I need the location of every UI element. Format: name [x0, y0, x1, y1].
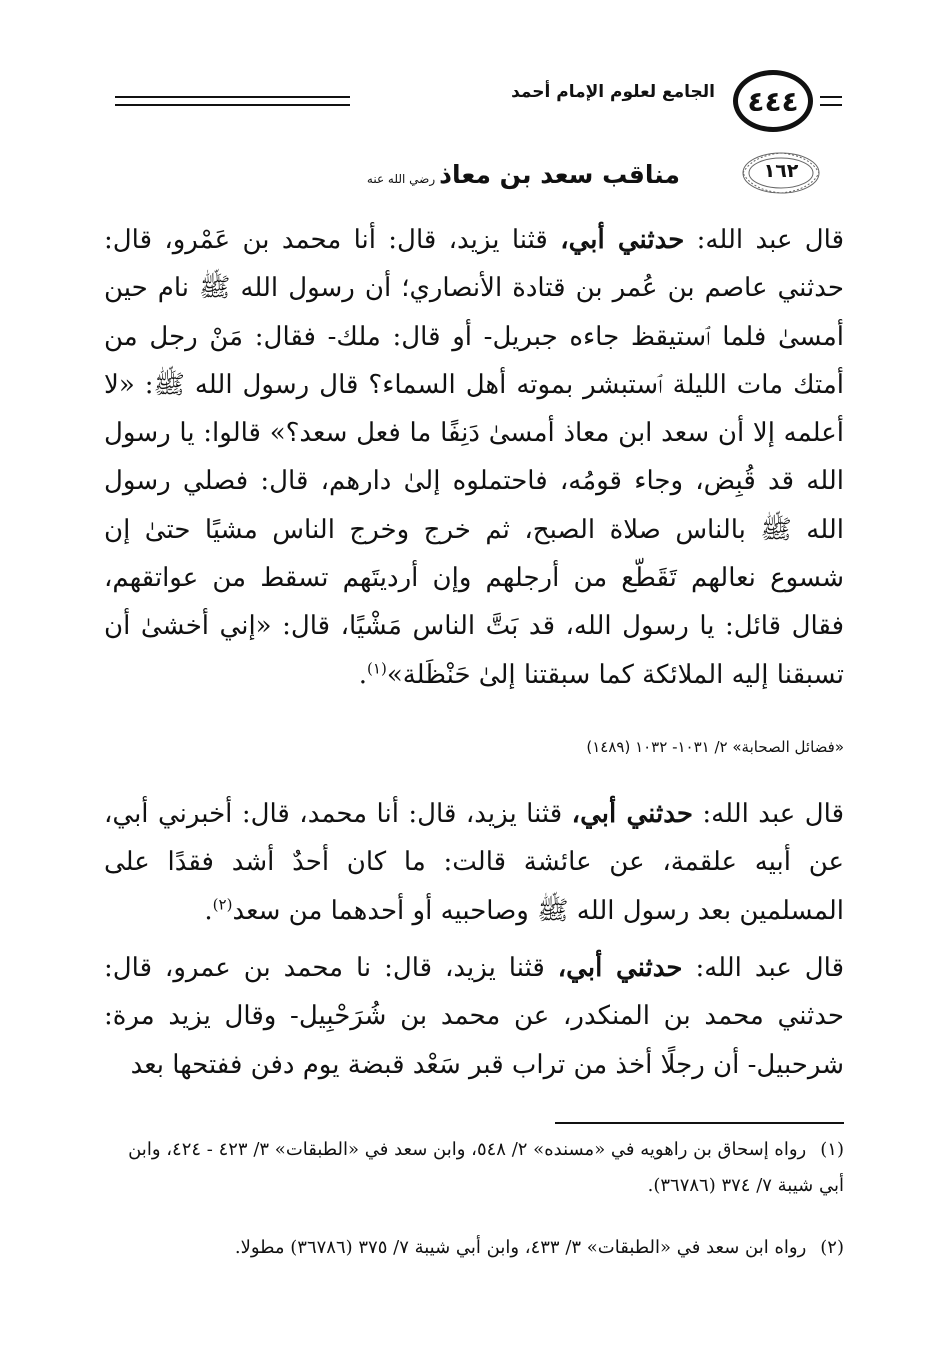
header-rule-right	[820, 96, 842, 106]
section-number-badge	[740, 150, 822, 196]
section-number: ١٦٢	[763, 160, 799, 182]
paragraph-3-text: قثنا يزيد، قال: نا محمد بن عمرو، قال: حدثني محمد بن المنكدر، عن محمد بن شُرَحْبِيل- وقال يزيد مرة: شرحبيل- أن رجلًا أخذ من تراب قبر سَعْد قبضة يوم دفن ففتحها بعد	[104, 953, 844, 1080]
footnote-1-mark: (١)	[820, 1139, 844, 1160]
source-citation: «فضائل الصحابة» ٢/ ١٠٣١- ١٠٣٢ (١٤٨٩)	[586, 738, 844, 756]
footnote-ref-1: (١)	[367, 659, 387, 678]
paragraph-1	[104, 216, 844, 699]
paragraph-2-intro: قال عبد الله:	[702, 799, 845, 829]
running-title: الجامع لعلوم الإمام أحمد	[511, 82, 715, 102]
paragraph-3-bold: حدثني أبي،	[557, 953, 683, 983]
paragraph-2-bold: حدثني أبي،	[571, 799, 693, 829]
paragraph-1-end: .	[358, 659, 368, 690]
header-rule-left	[115, 96, 350, 106]
paragraph-1-text: قثنا يزيد، قال: أنا محمد بن عَمْرو، قال: حدثني عاصم بن عُمر بن قتادة الأنصاري؛ أن رسول الله ﷺ نام حين أمسىٰ فلما ٱستيقظ جاءه جبريل- أو قال: ملك- فقال: مَنْ رجل من أمتك مات الليلة ٱستبشر بموته أهل السماء؟ قال رسول الله ﷺ: «لا أعلمه إلا أن سعد ابن معاذ أمسىٰ دَنِفًا ما فعل سعد؟» قالوا: يا رسول الله قد قُبِض، وجاء قومُه، فاحتملوه إلىٰ دارهم، قال: فصلي رسول الله ﷺ بالناس صلاة الصبح، ثم خرج وخرج الناس مشيًا حتىٰ إن شسوع نعالهم تَقَطّع من أرجلهم وإن أرديتَهم تسقط من عواتقهم، فقال قائل: يا رسول الله، قد بَتَّ الناس مَشْيًا، قال: «إني أخشىٰ أن تسبقنا إليه الملائكة كما سبقتنا إلىٰ حَنْظَلة»	[104, 225, 844, 690]
paragraph-2-end: .	[204, 895, 213, 926]
paragraph-1-bold: حدثني أبي،	[560, 225, 685, 255]
section-title	[280, 160, 680, 189]
footnote-2-text: رواه ابن سعد في «الطبقات» ٣/ ٤٣٣، وابن أبي شيبة ٧/ ٣٧٥ (٣٦٧٨٦) مطولا.	[234, 1237, 807, 1258]
paragraph-1-intro: قال عبد الله:	[696, 225, 845, 255]
footnote-1	[100, 1132, 844, 1204]
paragraph-3-intro: قال عبد الله:	[695, 953, 845, 983]
page-number: ٤٤٤	[733, 70, 813, 132]
paragraph-3	[104, 944, 844, 1089]
footnote-2-mark: (٢)	[820, 1237, 844, 1258]
footnote-ref-2: (٢)	[212, 894, 233, 913]
footnote-separator	[555, 1122, 844, 1124]
honorific-mark: رضي الله عنه	[366, 172, 436, 186]
paragraph-2	[104, 790, 844, 935]
section-title-text: مناقب سعد بن معاذ	[439, 160, 680, 189]
paragraph-2-text: قثنا يزيد، قال: أنا محمد، قال: أخبرني أبي، عن أبيه علقمة، عن عائشة قالت: ما كان أحدٌ أشد فقدًا على المسلمين بعد رسول الله ﷺ وصاحبيه أو أحدهما من سعد	[104, 799, 844, 926]
footnote-1-text: رواه إسحاق بن راهويه في «مسنده» ٢/ ٥٤٨، وابن سعد في «الطبقات» ٣/ ٤٢٣ - ٤٢٤، وابن أبي شيبة ٧/ ٣٧٤ (٣٦٧٨٦).	[128, 1139, 844, 1196]
footnote-2	[100, 1230, 844, 1266]
